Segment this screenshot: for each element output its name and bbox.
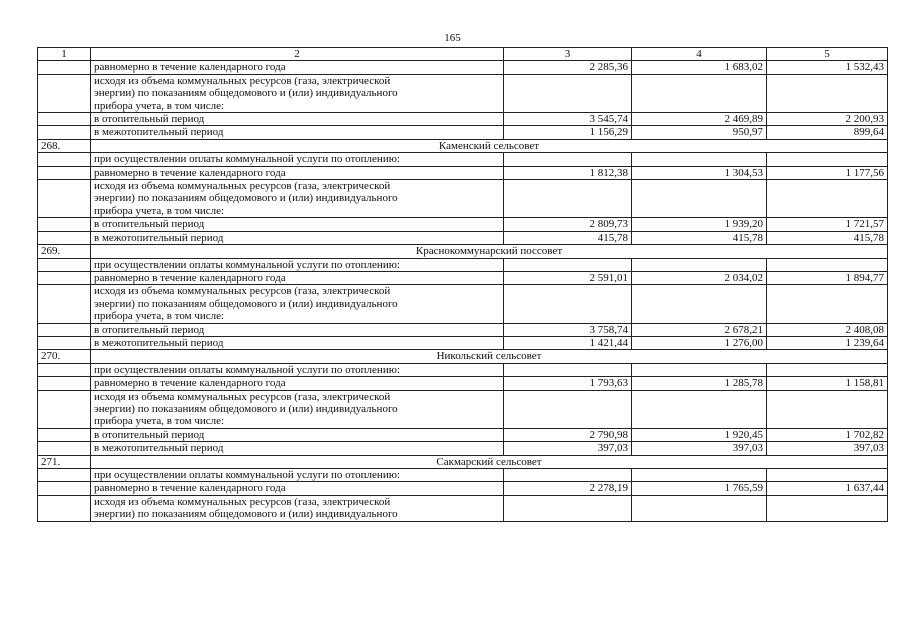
empty-value-cell [767,469,888,482]
empty-value-cell [504,390,632,428]
row-text [91,390,504,428]
empty-value-cell [504,285,632,323]
row-label: равномерно в течение календарного года [91,271,504,284]
row-value: 1 637,44 [767,482,888,495]
column-header: 5 [767,48,888,61]
empty-value-cell [504,180,632,218]
empty-value-cell [504,74,632,112]
row-number-cell [38,231,91,244]
text-row [38,390,888,428]
empty-value-cell [632,495,767,521]
text-row [38,495,888,521]
row-number-cell [38,271,91,284]
section-row [38,350,888,363]
row-value: 2 678,21 [632,323,767,336]
row-number-cell [38,166,91,179]
empty-value-cell [767,180,888,218]
empty-value-cell [632,285,767,323]
row-label: в межотопительный период [91,336,504,349]
row-value: 2 034,02 [632,271,767,284]
row-label: равномерно в течение календарного года [91,482,504,495]
row-label: в отопительный период [91,113,504,126]
row-label: в отопительный период [91,218,504,231]
column-header: 2 [91,48,504,61]
row-number-cell [38,126,91,139]
row-label: в межотопительный период [91,126,504,139]
row-text-line: исходя из объема коммунальных ресурсов (газа, электрической [94,495,391,508]
row-value: 1 304,53 [632,166,767,179]
row-value: 2 285,36 [504,61,632,74]
row-label: в отопительный период [91,323,504,336]
section-number: 270. [38,350,91,363]
table-row [38,442,888,455]
empty-value-cell [767,153,888,166]
row-value: 1 239,64 [767,336,888,349]
column-header: 1 [38,48,91,61]
row-text-line: прибора учета, в том числе: [94,415,225,428]
tariff-table [37,47,888,522]
row-text [91,74,504,112]
section-row [38,455,888,468]
column-header: 3 [504,48,632,61]
row-value: 2 809,73 [504,218,632,231]
row-number-cell [38,113,91,126]
empty-value-cell [504,469,632,482]
row-text-line: при осуществлении оплаты коммунальной услуги по отоплению: [94,153,400,166]
row-text-line: исходя из объема коммунальных ресурсов (газа, электрической [94,390,391,403]
text-row [38,74,888,112]
row-value: 2 200,93 [767,113,888,126]
row-number-cell [38,482,91,495]
row-value: 397,03 [767,442,888,455]
row-text-line: энергии) по показаниям общедомового и (или) индивидуального [94,508,398,521]
row-number-cell [38,428,91,441]
row-text [91,285,504,323]
row-value: 1 894,77 [767,271,888,284]
row-label: равномерно в течение календарного года [91,377,504,390]
table-row [38,166,888,179]
row-text-line: исходя из объема коммунальных ресурсов (газа, электрической [94,74,391,87]
column-header: 4 [632,48,767,61]
row-value: 1 156,29 [504,126,632,139]
empty-value-cell [504,258,632,271]
empty-value-cell [767,285,888,323]
row-value: 1 812,38 [504,166,632,179]
row-label: в межотопительный период [91,442,504,455]
row-number-cell [38,153,91,166]
column-header-row [38,48,888,61]
section-title: Каменский сельсовет [91,139,888,152]
table-row [38,428,888,441]
row-number-cell [38,363,91,376]
row-number-cell [38,495,91,521]
row-text-line: исходя из объема коммунальных ресурсов (газа, электрической [94,180,391,193]
row-value: 1 939,20 [632,218,767,231]
tariff-table-body [38,48,888,522]
row-number-cell [38,442,91,455]
row-value: 415,78 [767,231,888,244]
empty-value-cell [632,180,767,218]
row-text-line: прибора учета, в том числе: [94,204,225,217]
row-value: 2 408,08 [767,323,888,336]
row-number-cell [38,469,91,482]
text-row [38,153,888,166]
table-row [38,126,888,139]
row-value: 1 721,57 [767,218,888,231]
row-label: в межотопительный период [91,231,504,244]
empty-value-cell [767,390,888,428]
row-text-line: при осуществлении оплаты коммунальной услуги по отоплению: [94,363,400,376]
row-number-cell [38,377,91,390]
row-number-cell [38,336,91,349]
text-row [38,258,888,271]
empty-value-cell [767,495,888,521]
row-text-line: при осуществлении оплаты коммунальной услуги по отоплению: [94,469,400,481]
empty-value-cell [504,495,632,521]
row-value: 1 702,82 [767,428,888,441]
row-number-cell [38,61,91,74]
row-text-line: прибора учета, в том числе: [94,99,225,112]
row-value: 1 793,63 [504,377,632,390]
row-value: 2 469,89 [632,113,767,126]
row-text-line: энергии) по показаниям общедомового и (или) индивидуального [94,297,398,310]
row-value: 1 683,02 [632,61,767,74]
row-label: в отопительный период [91,428,504,441]
table-row [38,231,888,244]
empty-value-cell [632,469,767,482]
empty-value-cell [767,258,888,271]
row-number-cell [38,390,91,428]
empty-value-cell [632,390,767,428]
section-title: Сакмарский сельсовет [91,455,888,468]
empty-value-cell [504,363,632,376]
table-row [38,377,888,390]
row-text [91,469,504,482]
table-row [38,323,888,336]
row-value: 950,97 [632,126,767,139]
row-text-line: исходя из объема коммунальных ресурсов (газа, электрической [94,285,391,298]
section-number: 268. [38,139,91,152]
row-number-cell [38,74,91,112]
row-text-line: энергии) по показаниям общедомового и (или) индивидуального [94,402,398,415]
section-title: Краснокоммунарский поссовет [91,245,888,258]
section-row [38,245,888,258]
row-value: 1 920,45 [632,428,767,441]
row-text-line: энергии) по показаниям общедомового и (или) индивидуального [94,192,398,205]
row-value: 1 421,44 [504,336,632,349]
row-value: 899,64 [767,126,888,139]
row-value: 415,78 [504,231,632,244]
section-number: 269. [38,245,91,258]
text-row [38,363,888,376]
row-label: равномерно в течение календарного года [91,61,504,74]
row-number-cell [38,218,91,231]
row-text-line: прибора учета, в том числе: [94,310,225,323]
row-number-cell [38,285,91,323]
row-value: 415,78 [632,231,767,244]
table-row [38,113,888,126]
row-text [91,258,504,271]
row-value: 3 758,74 [504,323,632,336]
table-row [38,61,888,74]
empty-value-cell [632,363,767,376]
row-text [91,180,504,218]
section-row [38,139,888,152]
row-value: 1 177,56 [767,166,888,179]
row-value: 2 278,19 [504,482,632,495]
empty-value-cell [632,153,767,166]
row-value: 397,03 [504,442,632,455]
row-text [91,495,504,521]
text-row [38,180,888,218]
table-row [38,218,888,231]
table-row [38,271,888,284]
row-value: 397,03 [632,442,767,455]
row-number-cell [38,258,91,271]
row-value: 1 532,43 [767,61,888,74]
row-value: 1 765,59 [632,482,767,495]
row-label: равномерно в течение календарного года [91,166,504,179]
text-row [38,285,888,323]
section-title: Никольский сельсовет [91,350,888,363]
table-row [38,336,888,349]
row-text-line: при осуществлении оплаты коммунальной услуги по отоплению: [94,258,400,271]
row-value: 1 158,81 [767,377,888,390]
empty-value-cell [767,363,888,376]
row-value: 3 545,74 [504,113,632,126]
section-number: 271. [38,455,91,468]
table-row [38,482,888,495]
row-number-cell [38,180,91,218]
row-value: 1 285,78 [632,377,767,390]
row-number-cell [38,323,91,336]
row-value: 2 591,01 [504,271,632,284]
page-number: 165 [444,32,461,44]
empty-value-cell [767,74,888,112]
row-value: 2 790,98 [504,428,632,441]
row-value: 1 276,00 [632,336,767,349]
empty-value-cell [632,74,767,112]
empty-value-cell [504,153,632,166]
text-row [38,469,888,482]
row-text [91,363,504,376]
empty-value-cell [632,258,767,271]
row-text [91,153,504,166]
row-text-line: энергии) по показаниям общедомового и (или) индивидуального [94,87,398,100]
